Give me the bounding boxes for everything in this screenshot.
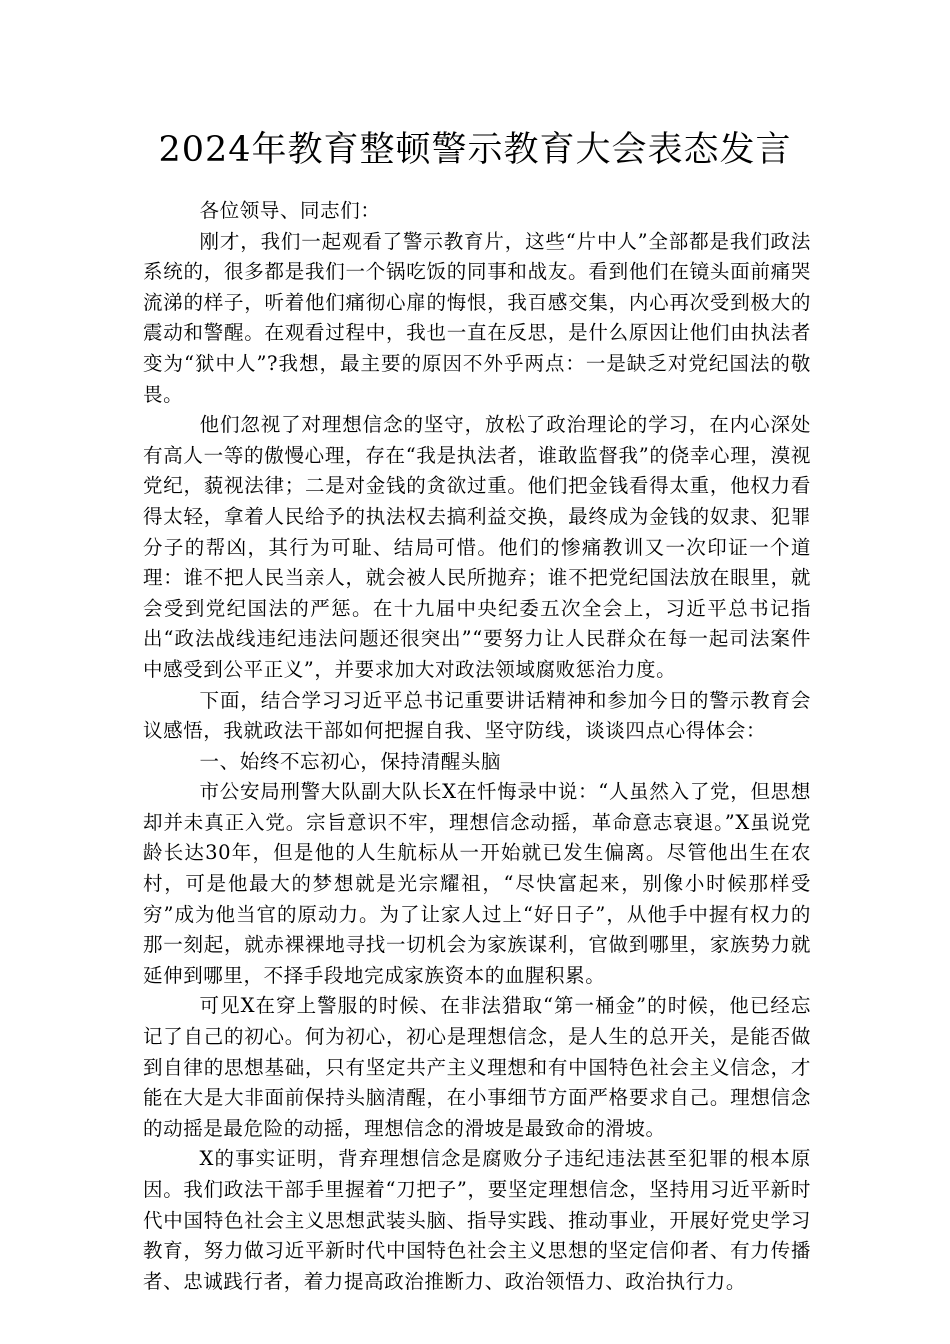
document-title: 2024年教育整顿警示教育大会表态发言 (158, 130, 792, 170)
body-paragraph: 可见X在穿上警服的时候、在非法猎取“第一桶金”的时候，他已经忘记了自己的初心。何为初心，初心是理想信念，是人生的总开关，是能否做到自律的思想基础，只有坚定共产主义理想和有中国特色社会主义信念，才能在大是大非面前保持头脑清醒，在小事细节方面严格要求自己。理想信念的动摇是最危险的动摇，理想信念的滑坡是最致命的滑坡。 (143, 994, 811, 1140)
body-paragraph: X的事实证明，背弃理想信念是腐败分子违纪违法甚至犯罪的根本原因。我们政法干部手里握着“刀把子”，要坚定理想信念，坚持用习近平新时代中国特色社会主义思想武装头脑、指导实践、推动事业，开展好党史学习教育，努力做习近平新时代中国特色社会主义思想的坚定信仰者、有力传播者、忠诚践行者，着力提高政治推断力、政治领悟力、政治执行力。 (143, 1147, 811, 1293)
body-paragraph: 市公安局刑警大队副大队长X在忏悔录中说：“人虽然入了党，但思想却并未真正入党。宗旨意识不牢，理想信念动摇，革命意志衰退。”X虽说党龄长达30年，但是他的人生航标从一开始就已发生偏离。尽管他出生在农村，可是他最大的梦想就是光宗耀祖，“尽快富起来，别像小时候那样受穷”成为他当官的原动力。为了让家人过上“好日子”，从他手中握有权力的那一刻起，就赤裸裸地寻找一切机会为家族谋利，官做到哪里，家族势力就延伸到哪里，不择手段地完成家族资本的血腥积累。 (143, 780, 811, 987)
body-paragraph: 下面，结合学习习近平总书记重要讲话精神和参加今日的警示教育会议感悟，我就政法干部如何把握自我、坚守防线，谈谈四点心得体会： (143, 688, 811, 743)
body-paragraph: 刚才，我们一起观看了警示教育片，这些“片中人”全部都是我们政法系统的，很多都是我们一个锅吃饭的同事和战友。看到他们在镜头面前痛哭流涕的样子，听着他们痛彻心扉的悔恨，我百感交集，内心再次受到极大的震动和警醒。在观看过程中，我也一直在反思，是什么原因让他们由执法者变为“狱中人”?我想，最主要的原因不外乎两点：一是缺乏对党纪国法的敬畏。 (143, 229, 811, 406)
body-paragraph: 他们忽视了对理想信念的坚守，放松了政治理论的学习，在内心深处有高人一等的傲慢心理，存在“我是执法者，谁敢监督我”的侥幸心理，漠视党纪，藐视法律；二是对金钱的贪欲过重。他们把金钱看得太重，他权力看得太轻，拿着人民给予的执法权去搞利益交换，最终成为金钱的奴隶、犯罪分子的帮凶，其行为可耻、结局可惜。他们的惨痛教训又一次印证一个道理：谁不把人民当亲人，就会被人民所抛弃；谁不把党纪国法放在眼里，就会受到党纪国法的严惩。在十九届中央纪委五次全会上，习近平总书记指出“政法战线违纪违法问题还很突出”“要努力让人民群众在每一起司法案件中感受到公平正义”，并要求加大对政法领域腐败惩治力度。 (143, 413, 811, 681)
section-heading: 一、始终不忘初心，保持清醒头脑 (199, 749, 502, 773)
salutation-paragraph: 各位领导、同志们： (199, 199, 381, 222)
document-body (143, 196, 811, 1297)
